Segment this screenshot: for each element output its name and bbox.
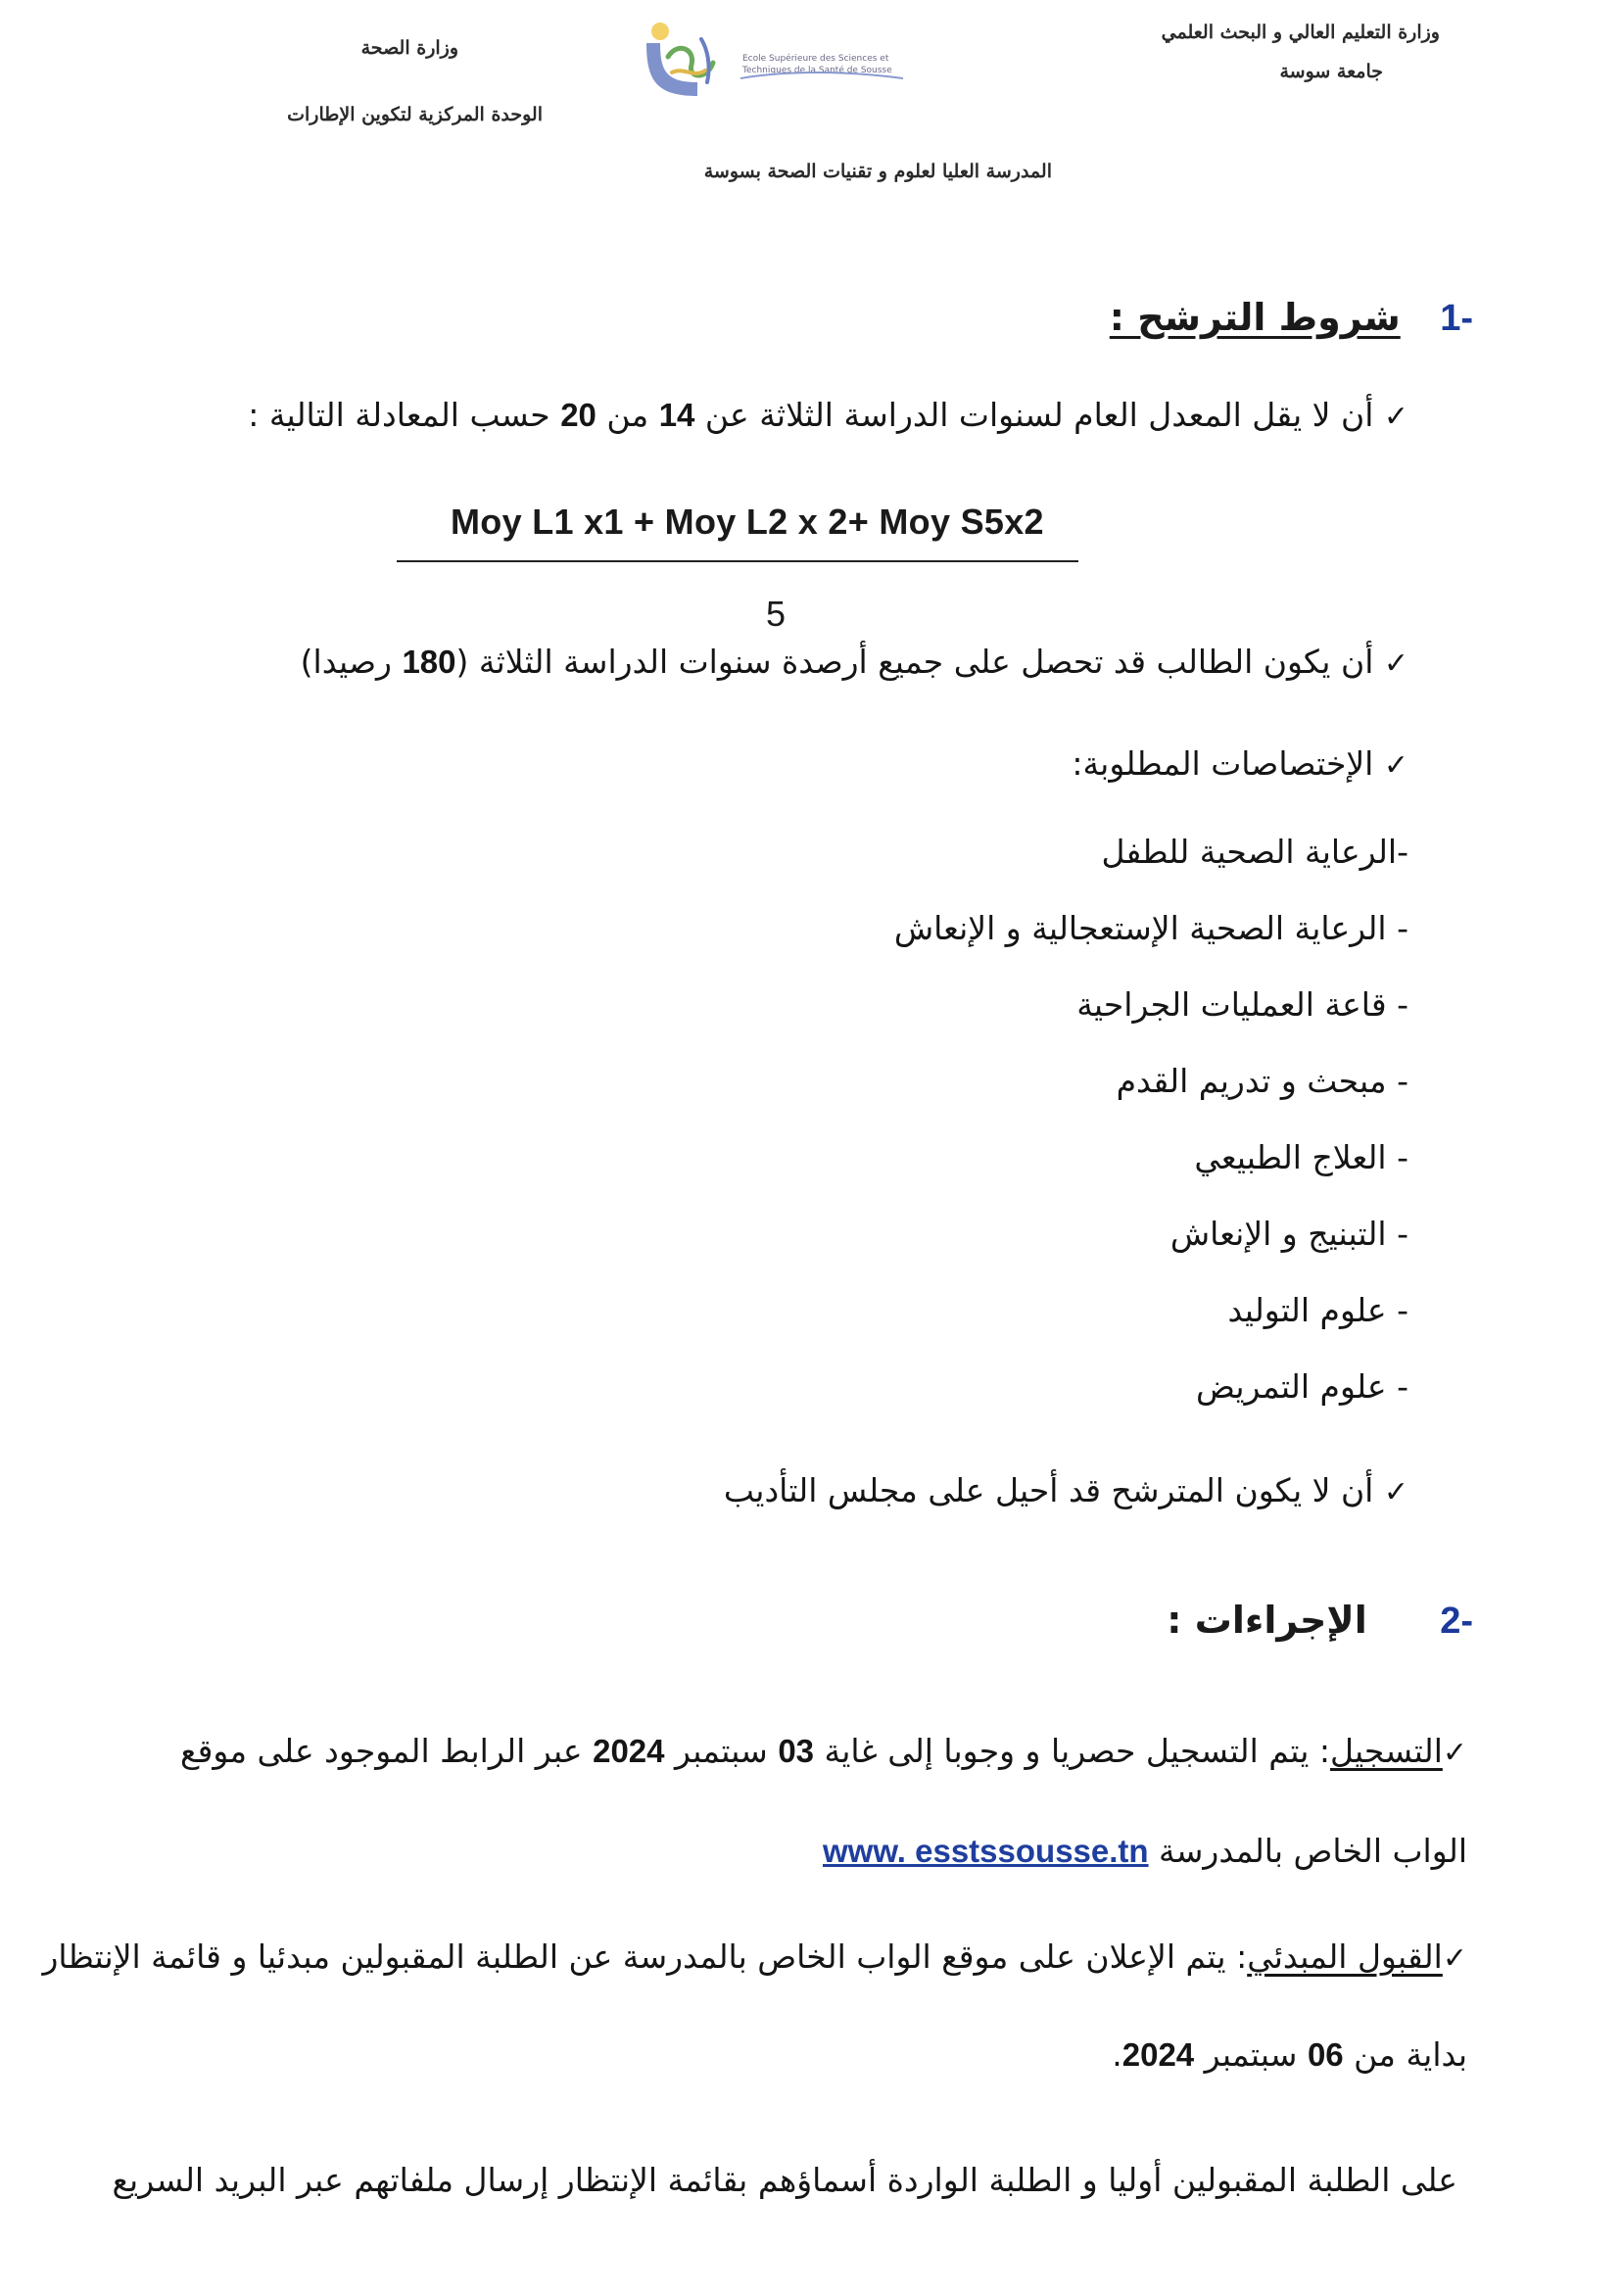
check-icon: ✓ — [1442, 1941, 1467, 1976]
formula-fraction-line — [397, 560, 1078, 562]
admission-line-1: ✓القبول المبدئي: يتم الإعلان على موقع الواب الخاص بالمدرسة عن الطلبة المقبولين مبدئيا و قائمة الإنتظار — [42, 1937, 1467, 1976]
section2-title: الإجراءات : — [1167, 1599, 1367, 1642]
condition-discipline: ✓ أن لا يكون المترشح قد أحيل على مجلس التأديب — [723, 1471, 1408, 1509]
condition-credits: ✓ أن يكون الطالب قد تحصل على جميع أرصدة سنوات الدراسة الثلاثة (180 رصيدا) — [300, 643, 1408, 681]
training-unit: الوحدة المركزية لتكوين الإطارات — [287, 104, 543, 125]
check-icon: ✓ — [1383, 1475, 1408, 1509]
section2-number: -2 — [1440, 1601, 1473, 1642]
admission-label: القبول المبدئي — [1247, 1937, 1443, 1976]
section1-number: -1 — [1440, 298, 1473, 339]
registration-label: التسجيل — [1329, 1732, 1443, 1770]
formula-denominator: 5 — [766, 594, 787, 634]
specialty-item: - مبحث و تدريم القدم — [1116, 1062, 1408, 1100]
check-icon: ✓ — [1383, 748, 1408, 783]
logo-caption-1: Ecole Supérieure des Sciences et — [742, 54, 889, 64]
final-instruction: على الطلبة المقبولين أوليا و الطلبة الواردة أسماؤهم بقائمة الإنتظار إرسال ملفاتهم عبر البريد السريع — [112, 2161, 1457, 2199]
specialty-item: -الرعاية الصحية للطفل — [1101, 833, 1408, 871]
specialty-item: - التبنيج و الإنعاش — [1169, 1215, 1408, 1253]
specialty-item: - علوم التوليد — [1227, 1291, 1408, 1329]
specialty-item: - قاعة العمليات الجراحية — [1076, 985, 1408, 1024]
check-icon: ✓ — [1442, 1736, 1467, 1770]
check-icon: ✓ — [1383, 400, 1408, 434]
school-website-link[interactable]: www. esstssousse.tn — [823, 1833, 1149, 1869]
registration-line-1: ✓التسجيل: يتم التسجيل حصريا و وجوبا إلى غاية 03 سبتمبر 2024 عبر الرابط الموجود على موقع — [180, 1732, 1467, 1770]
ministry-higher-ed: وزارة التعليم العالي و البحث العلمي — [1161, 22, 1440, 43]
section1-title: شروط الترشح : — [1109, 296, 1401, 339]
condition-specialties: ✓ الإختصاصات المطلوبة: — [1072, 744, 1408, 783]
admission-line-2: بداية من 06 سبتمبر 2024. — [1112, 2035, 1467, 2074]
section2-heading — [1167, 1599, 1473, 1643]
registration-line-2: الواب الخاص بالمدرسة www. esstssousse.tn — [823, 1832, 1467, 1870]
check-icon: ✓ — [1383, 646, 1408, 681]
specialty-item: - الرعاية الصحية الإستعجالية و الإنعاش — [893, 909, 1408, 947]
logo-caption-2: Techniques de la Santé de Sousse — [742, 66, 892, 75]
school-logo — [639, 22, 915, 102]
specialty-item: - علوم التمريض — [1195, 1367, 1408, 1406]
ministry-health: وزارة الصحة — [360, 37, 458, 59]
school-name: المدرسة العليا لعلوم و تقنيات الصحة بسوسة — [703, 161, 1052, 182]
header-university: جامعة سوسة — [1279, 61, 1383, 82]
specialty-item: - العلاج الطبيعي — [1194, 1138, 1408, 1176]
section1-heading — [1110, 296, 1473, 340]
formula-numerator: Moy L1 x1 + Moy L2 x 2+ Moy S5x2 — [451, 502, 1044, 542]
condition-average: ✓ أن لا يقل المعدل العام لسنوات الدراسة الثلاثة عن 14 من 20 حسب المعادلة التالية : — [248, 396, 1408, 434]
